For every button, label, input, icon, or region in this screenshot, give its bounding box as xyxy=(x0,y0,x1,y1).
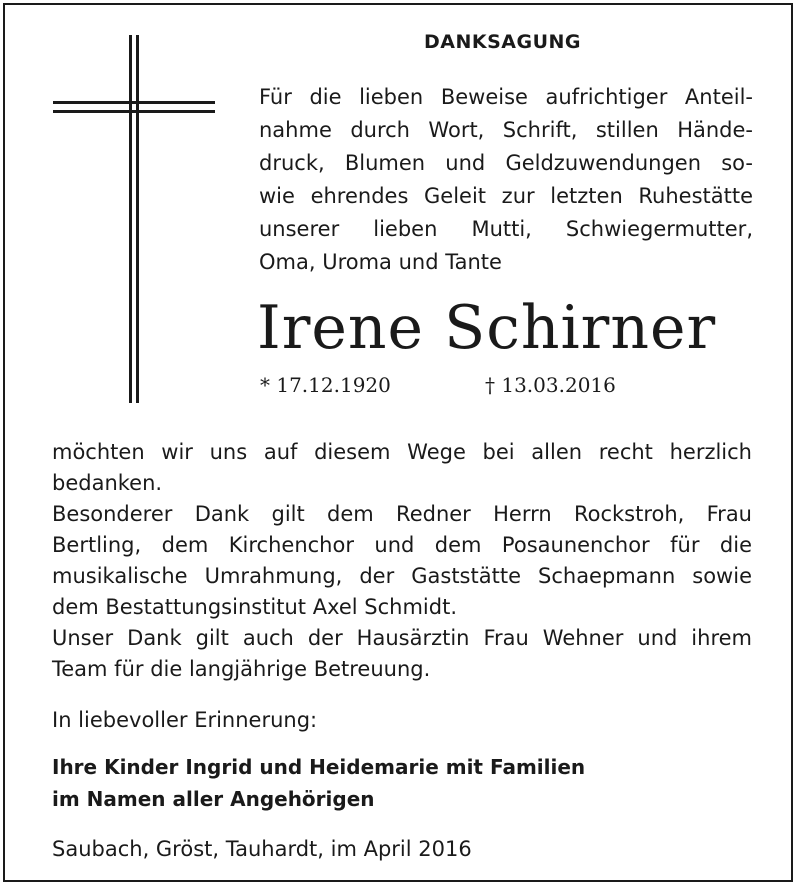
body-line: Unser Dank gilt auch der Hausärztin Frau Wehner und ihrem xyxy=(52,626,752,650)
body-line: Besonderer Dank gilt dem Redner Herrn Rockstroh, Frau xyxy=(52,502,752,526)
body-line: musikalische Umrahmung, der Gaststätte Schaepmann sowie xyxy=(52,564,752,588)
intro-paragraph xyxy=(259,81,753,279)
obituary-frame xyxy=(3,3,793,882)
signature-line: Ihre Kinder Ingrid und Heidemarie mit Familien xyxy=(52,755,586,779)
intro-line: nahme durch Wort, Schrift, stillen Hände- xyxy=(259,118,753,142)
body-line: Team für die langjährige Betreuung. xyxy=(52,657,431,681)
intro-line: wie ehrendes Geleit zur letzten Ruhestätte xyxy=(259,184,753,208)
intro-line: unserer lieben Mutti, Schwiegermutter, xyxy=(259,217,753,241)
cross-intersection xyxy=(132,104,136,110)
body-line: bedanken. xyxy=(52,471,163,495)
birth-date: * 17.12.1920 xyxy=(260,373,391,397)
place-date: Saubach, Gröst, Tauhardt, im April 2016 xyxy=(52,837,472,861)
signature-line: im Namen aller Angehörigen xyxy=(52,787,375,811)
body-line: möchten wir uns auf diesem Wege bei allen recht herzlich xyxy=(52,440,752,464)
notice-heading: DANKSAGUNG xyxy=(423,31,581,53)
body-line: Bertling, dem Kirchenchor und dem Posaunenchor für die xyxy=(52,533,752,557)
intro-line: druck, Blumen und Geldzuwendungen so- xyxy=(259,151,753,175)
intro-line: Für die lieben Beweise aufrichtiger Anteil- xyxy=(259,85,753,109)
intro-line: Oma, Uroma und Tante xyxy=(259,250,502,274)
memory-line: In liebevoller Erinnerung: xyxy=(52,708,318,732)
body-paragraph xyxy=(52,437,752,685)
death-date: † 13.03.2016 xyxy=(485,373,616,397)
signature-block xyxy=(52,751,585,815)
cross-vertical-bar xyxy=(129,35,139,403)
deceased-name: Irene Schirner xyxy=(257,293,717,363)
body-line: dem Bestattungsinstitut Axel Schmidt. xyxy=(52,595,458,619)
